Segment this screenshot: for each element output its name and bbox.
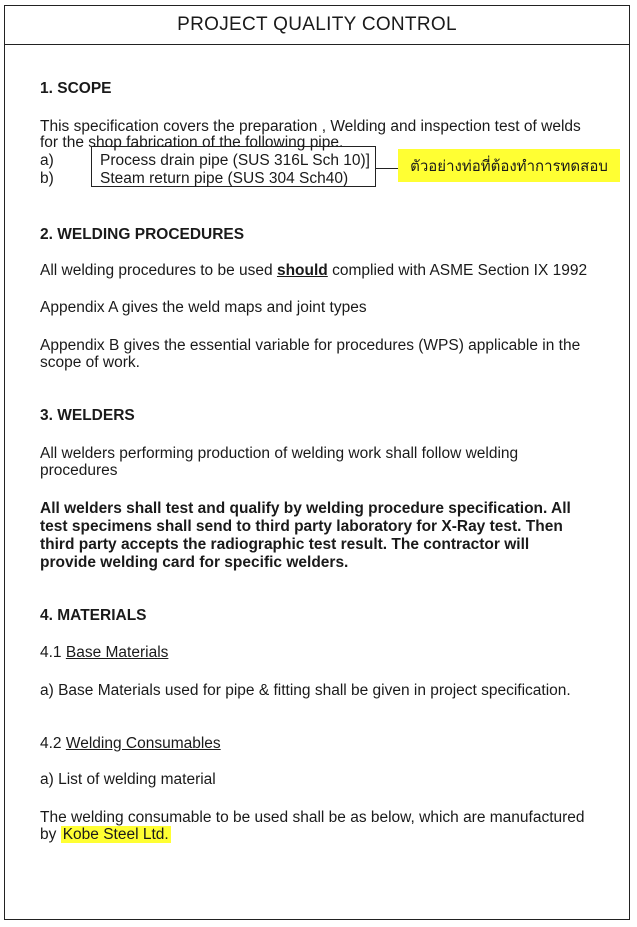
welding-procedures-p1: All welding procedures to be used should complied with ASME Section IX 1992 (40, 262, 588, 279)
welders-bold-line-3: third party accepts the radiographic test result. The contractor will (40, 536, 530, 553)
welders-bold-line-1: All welders shall test and qualify by welding procedure specification. All (40, 500, 571, 517)
scope-heading: 1. SCOPE (40, 80, 112, 97)
welding-procedures-p3-line-1: Appendix B gives the essential variable for procedures (WPS) applicable in the (40, 337, 581, 354)
welding-consumables-line-2: by Kobe Steel Ltd. (40, 826, 169, 843)
pipe-item-marker-b: b) (40, 170, 54, 187)
page-title: PROJECT QUALITY CONTROL (5, 6, 629, 45)
welding-procedures-p3-line-2: scope of work. (40, 354, 140, 371)
scope-text-line-2: for the shop fabrication of the following pipe. (40, 134, 344, 151)
highlighted-note: ตัวอย่างท่อที่ต้องทำการทดสอบ (398, 149, 620, 182)
emphasis-should: should (276, 262, 328, 279)
welding-consumables-subheading: 4.2 Welding Consumables (40, 735, 221, 752)
base-materials-item: a) Base Materials used for pipe & fitting shall be given in project specification. (40, 682, 571, 699)
scope-text-line-1: This specification covers the preparation , Welding and inspection test of welds (40, 118, 581, 135)
materials-heading: 4. MATERIALS (40, 607, 147, 624)
welding-consumables-item: a) List of welding material (40, 771, 216, 788)
welders-p1-line-1: All welders performing production of welding work shall follow welding (40, 445, 519, 462)
pipe-item-a: Process drain pipe (SUS 316L Sch 10)] (100, 152, 370, 169)
welders-bold-line-4: provide welding card for specific welders. (40, 554, 349, 571)
welders-p1-line-2: procedures (40, 462, 118, 479)
welders-heading: 3. WELDERS (40, 407, 135, 424)
callout-connector-line (376, 168, 398, 169)
base-materials-subheading: 4.1 Base Materials (40, 644, 169, 661)
manufacturer-highlight: Kobe Steel Ltd. (62, 826, 169, 843)
welders-bold-line-2: test specimens shall send to third party laboratory for X-Ray test. Then (40, 518, 563, 535)
welding-procedures-p2: Appendix A gives the weld maps and joint types (40, 299, 367, 316)
pipe-item-marker-a: a) (40, 152, 54, 169)
pipe-item-b: Steam return pipe (SUS 304 Sch40) (100, 170, 349, 187)
welding-procedures-heading: 2. WELDING PROCEDURES (40, 226, 245, 243)
welding-consumables-line-1: The welding consumable to be used shall be as below, which are manufactured (40, 809, 585, 826)
